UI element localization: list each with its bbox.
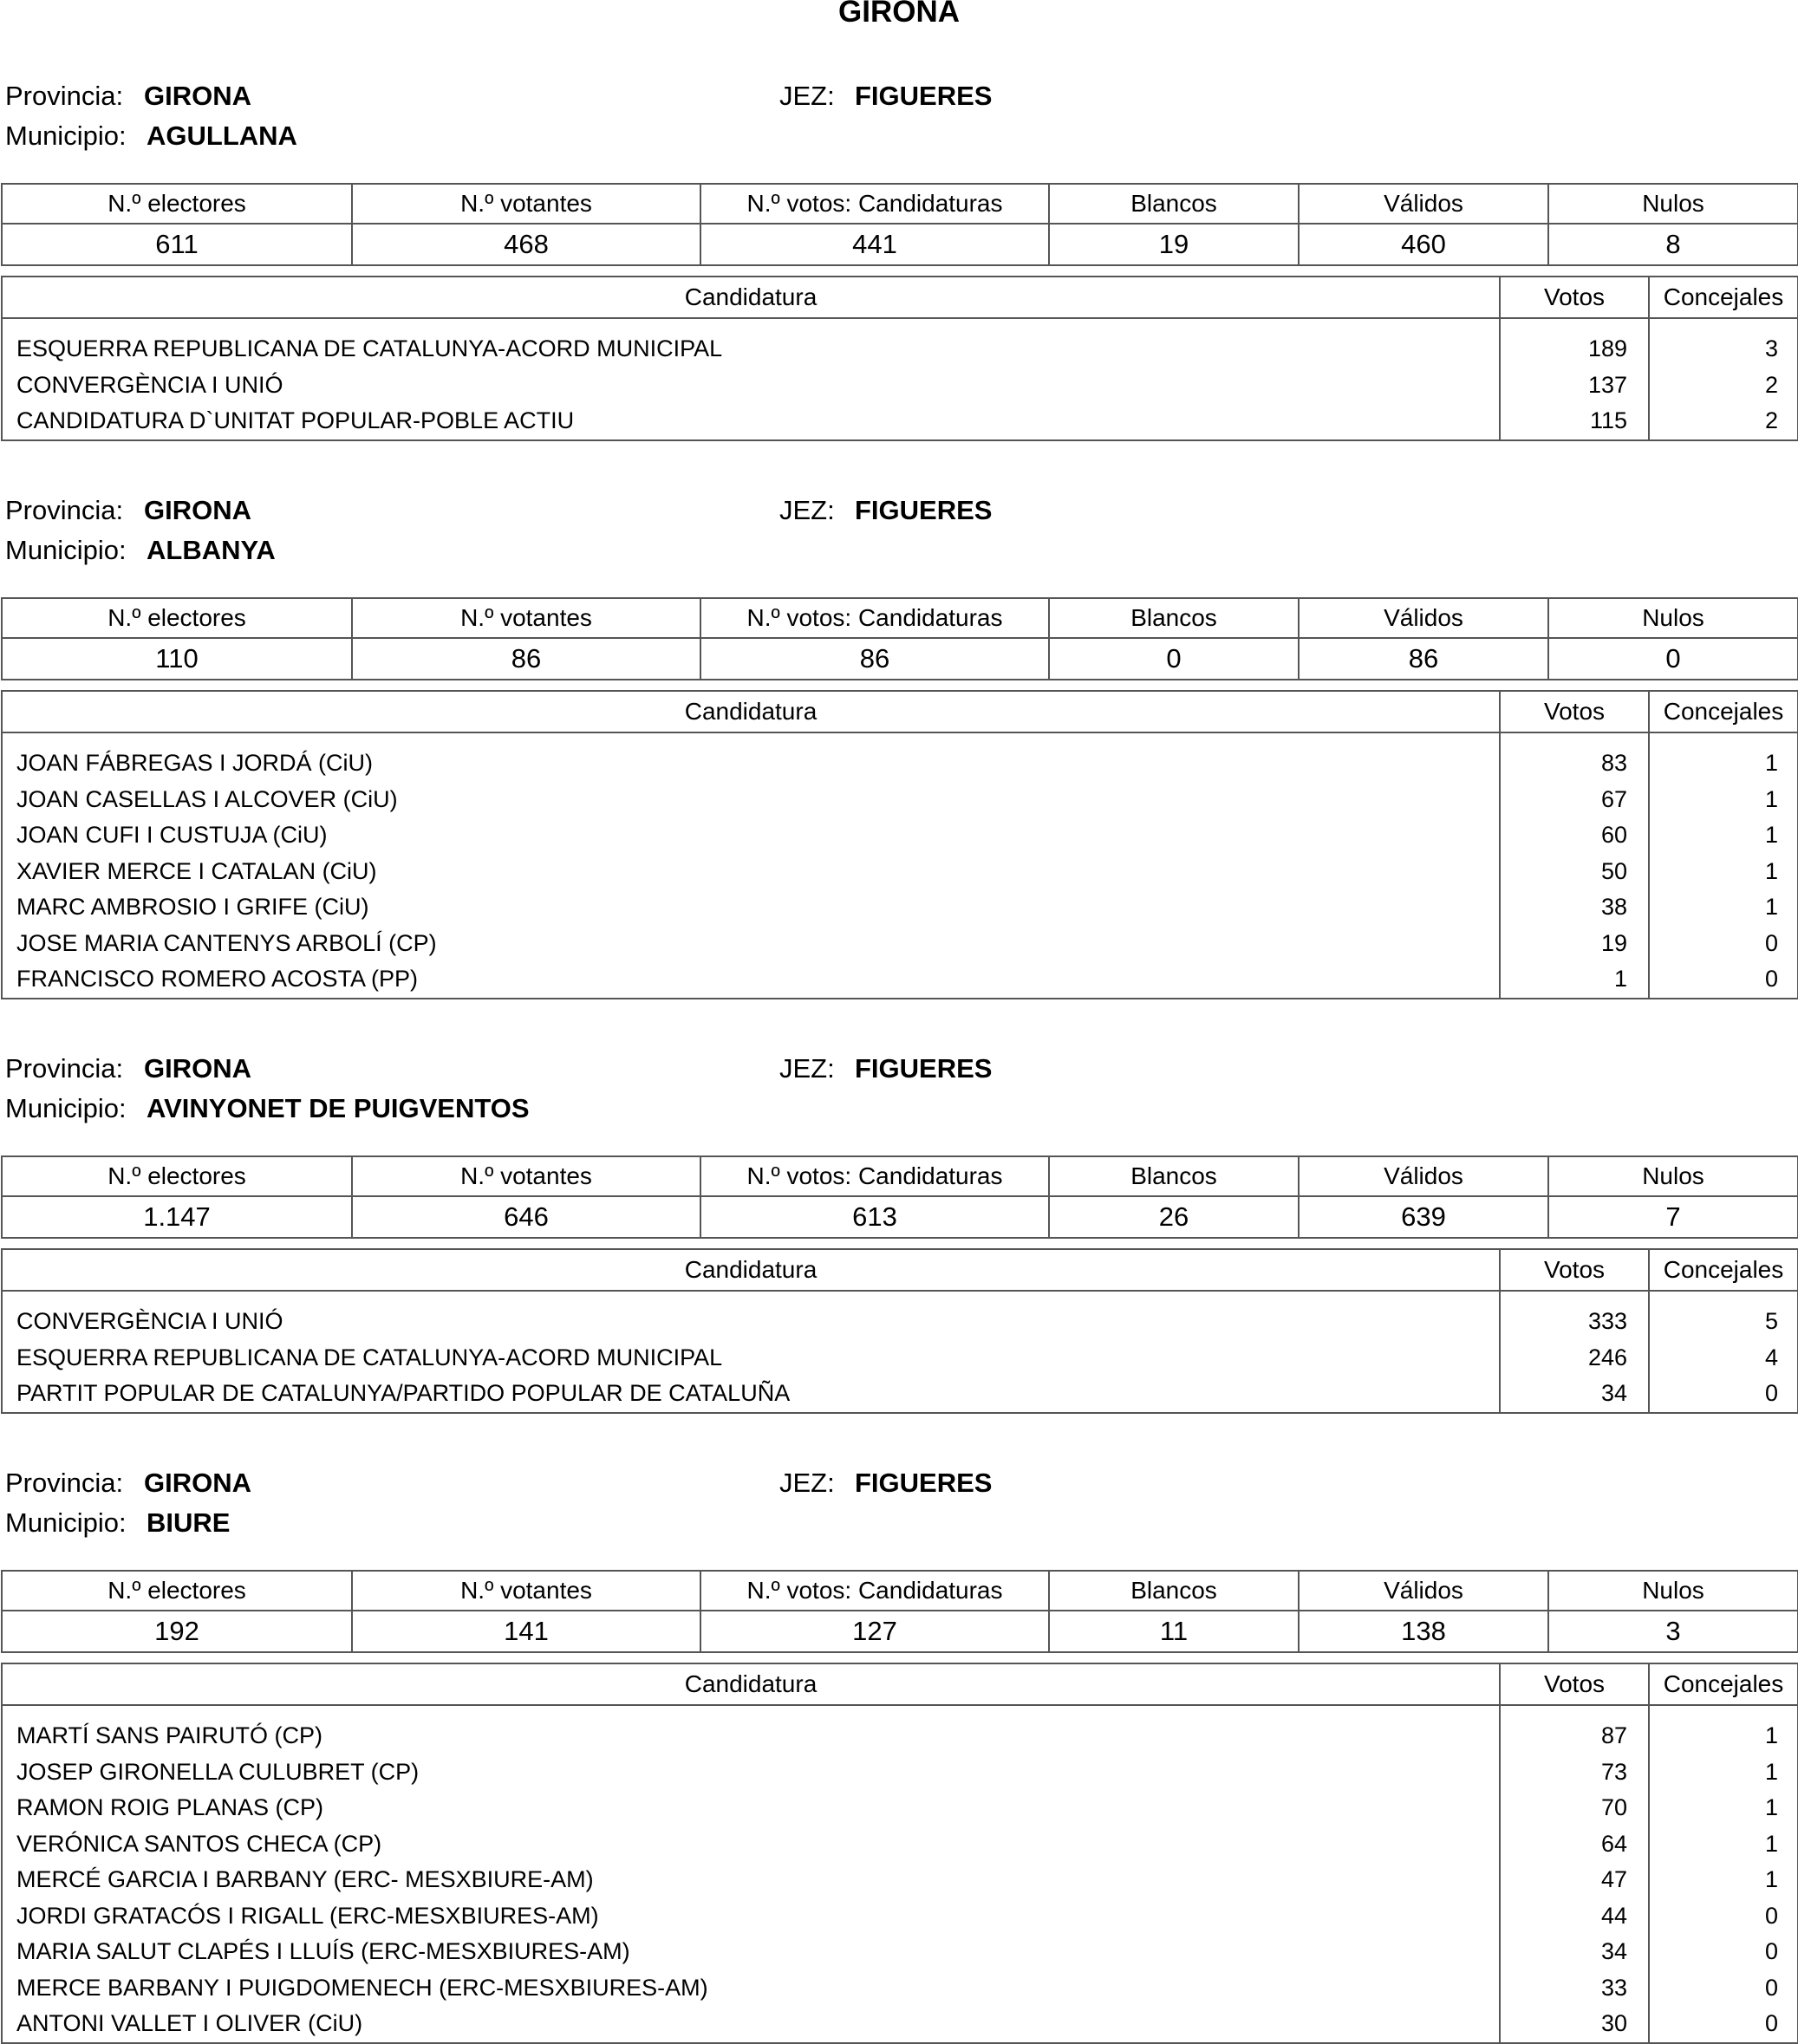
summary-header-nulos: Nulos [1548,1571,1798,1611]
candidatura-votos: 189 [1500,331,1649,368]
candidatura-name: ANTONI VALLET I OLIVER (CiU) [2,2006,1500,2043]
provincia-label: Provincia: [5,81,124,111]
summary-header-electores: N.º electores [2,598,352,638]
candidatura-name: JOAN CASELLAS I ALCOVER (CiU) [2,782,1500,818]
summary-header-votos_cand: N.º votos: Candidaturas [700,1571,1049,1611]
candidatura-header: Candidatura [2,691,1500,732]
summary-header-votos_cand: N.º votos: Candidaturas [700,598,1049,638]
candidatura-votos: 47 [1500,1862,1649,1898]
table-row [2,782,1798,818]
candidatura-name: MERCE BARBANY I PUIGDOMENECH (ERC-MESXBIURES-AM) [2,1970,1500,2007]
municipio-label: Municipio: [5,120,127,151]
candidatura-name: CONVERGÈNCIA I UNIÓ [2,368,1500,404]
candidatura-votos: 246 [1500,1340,1649,1377]
summary-value-votantes: 468 [352,224,700,265]
candidatura-concejales: 1 [1764,894,1778,920]
municipality-section [0,1049,1798,1406]
jez-value: FIGUERES [855,1053,993,1084]
candidatura-concejales: 1 [1764,1794,1778,1820]
provincia-value: GIRONA [144,495,251,525]
jez-label: JEZ: [779,1053,835,1084]
jez-value: FIGUERES [855,495,993,525]
candidatura-name: MARC AMBROSIO I GRIFE (CiU) [2,889,1500,926]
summary-header-blancos: Blancos [1049,598,1299,638]
table-row [2,889,1798,926]
candidatura-votos: 1 [1500,961,1649,999]
votos-header: Votos [1500,1249,1649,1291]
candidatura-name: RAMON ROIG PLANAS (CP) [2,1790,1500,1826]
candidatura-name: JOAN FÁBREGAS I JORDÁ (CiU) [2,745,1500,782]
candidatura-name: JOSEP GIRONELLA CULUBRET (CP) [2,1754,1500,1791]
concejales-header: Concejales [1649,691,1798,732]
summary-value-validos: 639 [1299,1196,1548,1238]
candidatura-votos: 115 [1500,403,1649,440]
candidatura-header: Candidatura [2,1663,1500,1705]
jez-label: JEZ: [779,1468,835,1498]
candidaturas-table [1,690,1798,999]
candidatura-concejales: 1 [1764,1866,1778,1892]
candidatura-votos: 34 [1500,1376,1649,1413]
candidatura-votos: 333 [1500,1304,1649,1340]
summary-value-electores: 1.147 [2,1196,352,1238]
table-row [2,1970,1798,2007]
jez-label: JEZ: [779,495,835,525]
candidaturas-table [1,1248,1798,1414]
summary-value-votantes: 86 [352,638,700,680]
table-row [2,817,1798,854]
summary-value-votos_cand: 613 [700,1196,1049,1238]
provincia-value: GIRONA [144,81,251,111]
summary-table [1,183,1798,266]
candidatura-concejales: 0 [1764,1902,1778,1929]
table-row [2,1340,1798,1377]
candidatura-concejales: 1 [1764,1758,1778,1785]
candidatura-name: CONVERGÈNCIA I UNIÓ [2,1304,1500,1340]
summary-header-votos_cand: N.º votos: Candidaturas [700,1156,1049,1196]
table-row [2,1862,1798,1898]
candidatura-concejales: 1 [1764,1830,1778,1857]
summary-header-blancos: Blancos [1049,1156,1299,1196]
summary-value-votantes: 646 [352,1196,700,1238]
candidatura-name: PARTIT POPULAR DE CATALUNYA/PARTIDO POPULAR DE CATALUÑA [2,1376,1500,1413]
candidatura-concejales: 1 [1764,750,1778,776]
candidatura-votos: 60 [1500,817,1649,854]
summary-header-validos: Válidos [1299,598,1548,638]
jez-label: JEZ: [779,81,835,111]
candidatura-votos: 67 [1500,782,1649,818]
candidatura-votos: 34 [1500,1934,1649,1970]
municipio-row [0,1089,1798,1129]
summary-header-validos: Válidos [1299,1156,1548,1196]
candidatura-name: ESQUERRA REPUBLICANA DE CATALUNYA-ACORD MUNICIPAL [2,331,1500,368]
candidatura-name: XAVIER MERCE I CATALAN (CiU) [2,854,1500,890]
candidatura-concejales: 0 [1764,929,1778,956]
summary-header-blancos: Blancos [1049,184,1299,224]
candidatura-concejales: 1 [1764,1722,1778,1748]
summary-header-votantes: N.º votantes [352,184,700,224]
candidatura-votos: 73 [1500,1754,1649,1791]
candidaturas-table [1,276,1798,441]
candidatura-concejales: 3 [1764,335,1778,361]
candidatura-concejales: 4 [1764,1344,1778,1370]
table-row [2,1718,1798,1754]
candidatura-votos: 44 [1500,1898,1649,1935]
table-row [2,1934,1798,1970]
summary-header-blancos: Blancos [1049,1571,1299,1611]
municipio-label: Municipio: [5,1093,127,1123]
summary-header-validos: Válidos [1299,1571,1548,1611]
candidatura-votos: 64 [1500,1826,1649,1863]
summary-header-nulos: Nulos [1548,184,1798,224]
summary-table [1,1570,1798,1653]
summary-header-nulos: Nulos [1548,1156,1798,1196]
jez-value: FIGUERES [855,1468,993,1498]
summary-value-nulos: 0 [1548,638,1798,680]
municipio-label: Municipio: [5,1507,127,1538]
candidatura-concejales: 2 [1764,371,1778,398]
municipio-value: BIURE [147,1507,231,1538]
votos-header: Votos [1500,691,1649,732]
summary-header-votantes: N.º votantes [352,1571,700,1611]
provincia-value: GIRONA [144,1053,251,1084]
table-row [2,1304,1798,1340]
candidatura-votos: 19 [1500,926,1649,962]
concejales-header: Concejales [1649,1663,1798,1705]
municipality-section [0,1463,1798,2036]
provincia-value: GIRONA [144,1468,251,1498]
candidatura-name: JOAN CUFI I CUSTUJA (CiU) [2,817,1500,854]
candidatura-name: ESQUERRA REPUBLICANA DE CATALUNYA-ACORD MUNICIPAL [2,1340,1500,1377]
municipality-section [0,491,1798,992]
candidatura-concejales: 0 [1764,966,1778,992]
table-row [2,1790,1798,1826]
candidatura-name: MARTÍ SANS PAIRUTÓ (CP) [2,1718,1500,1754]
provincia-label: Provincia: [5,495,124,525]
municipio-label: Municipio: [5,535,127,565]
summary-header-votantes: N.º votantes [352,1156,700,1196]
candidatura-votos: 83 [1500,745,1649,782]
table-row [2,854,1798,890]
candidatura-header: Candidatura [2,1249,1500,1291]
candidatura-concejales: 0 [1764,2010,1778,2036]
candidatura-concejales: 0 [1764,1380,1778,1406]
votos-header: Votos [1500,277,1649,318]
municipio-value: AVINYONET DE PUIGVENTOS [147,1093,530,1123]
summary-value-blancos: 11 [1049,1611,1299,1652]
candidatura-name: JORDI GRATACÓS I RIGALL (ERC-MESXBIURES-AM) [2,1898,1500,1935]
table-row [2,1898,1798,1935]
candidatura-name: VERÓNICA SANTOS CHECA (CP) [2,1826,1500,1863]
table-row [2,368,1798,404]
provincia-row [0,491,1798,531]
summary-header-electores: N.º electores [2,1571,352,1611]
summary-header-votantes: N.º votantes [352,598,700,638]
concejales-header: Concejales [1649,277,1798,318]
votos-header: Votos [1500,1663,1649,1705]
municipio-row [0,1503,1798,1543]
candidatura-concejales: 5 [1764,1308,1778,1334]
candidatura-votos: 70 [1500,1790,1649,1826]
provincia-label: Provincia: [5,1053,124,1084]
summary-value-validos: 460 [1299,224,1548,265]
candidatura-name: CANDIDATURA D`UNITAT POPULAR-POBLE ACTIU [2,403,1500,440]
summary-value-nulos: 3 [1548,1611,1798,1652]
candidatura-concejales: 1 [1764,857,1778,884]
summary-value-votos_cand: 86 [700,638,1049,680]
candidatura-concejales: 1 [1764,785,1778,812]
candidatura-name: JOSE MARIA CANTENYS ARBOLÍ (CP) [2,926,1500,962]
table-row [2,331,1798,368]
table-row [2,1376,1798,1413]
candidatura-concejales: 0 [1764,1938,1778,1964]
candidatura-votos: 33 [1500,1970,1649,2007]
concejales-header: Concejales [1649,1249,1798,1291]
candidatura-votos: 50 [1500,854,1649,890]
table-row [2,2006,1798,2043]
candidatura-concejales: 0 [1764,1974,1778,2001]
summary-value-blancos: 26 [1049,1196,1299,1238]
provincia-row [0,76,1798,116]
candidatura-concejales: 2 [1764,407,1778,433]
table-row [2,1754,1798,1791]
provincia-label: Provincia: [5,1468,124,1498]
municipio-row [0,116,1798,156]
summary-header-nulos: Nulos [1548,598,1798,638]
summary-value-nulos: 8 [1548,224,1798,265]
summary-header-validos: Válidos [1299,184,1548,224]
candidatura-votos: 38 [1500,889,1649,926]
municipality-section [0,76,1798,433]
municipio-value: ALBANYA [147,535,276,565]
summary-value-electores: 611 [2,224,352,265]
municipio-value: AGULLANA [147,120,297,151]
candidatura-name: FRANCISCO ROMERO ACOSTA (PP) [2,961,1500,999]
candidatura-name: MERCÉ GARCIA I BARBANY (ERC- MESXBIURE-AM) [2,1862,1500,1898]
table-row [2,745,1798,782]
jez-value: FIGUERES [855,81,993,111]
summary-header-electores: N.º electores [2,184,352,224]
summary-value-nulos: 7 [1548,1196,1798,1238]
summary-header-votos_cand: N.º votos: Candidaturas [700,184,1049,224]
municipio-row [0,531,1798,570]
candidatura-header: Candidatura [2,277,1500,318]
table-row [2,403,1798,440]
summary-value-blancos: 0 [1049,638,1299,680]
summary-value-electores: 110 [2,638,352,680]
summary-value-validos: 86 [1299,638,1548,680]
summary-value-votos_cand: 127 [700,1611,1049,1652]
summary-table [1,1155,1798,1239]
summary-value-blancos: 19 [1049,224,1299,265]
table-row [2,961,1798,999]
table-row [2,1826,1798,1863]
summary-header-electores: N.º electores [2,1156,352,1196]
summary-value-votos_cand: 441 [700,224,1049,265]
candidatura-votos: 137 [1500,368,1649,404]
table-row [2,926,1798,962]
summary-value-votantes: 141 [352,1611,700,1652]
candidatura-votos: 30 [1500,2006,1649,2043]
candidaturas-table [1,1663,1798,2044]
summary-value-validos: 138 [1299,1611,1548,1652]
page-title: GIRONA [838,0,960,29]
summary-table [1,597,1798,680]
candidatura-name: MARIA SALUT CLAPÉS I LLUÍS (ERC-MESXBIURES-AM) [2,1934,1500,1970]
candidatura-votos: 87 [1500,1718,1649,1754]
provincia-row [0,1049,1798,1089]
candidatura-concejales: 1 [1764,822,1778,848]
summary-value-electores: 192 [2,1611,352,1652]
provincia-row [0,1463,1798,1503]
